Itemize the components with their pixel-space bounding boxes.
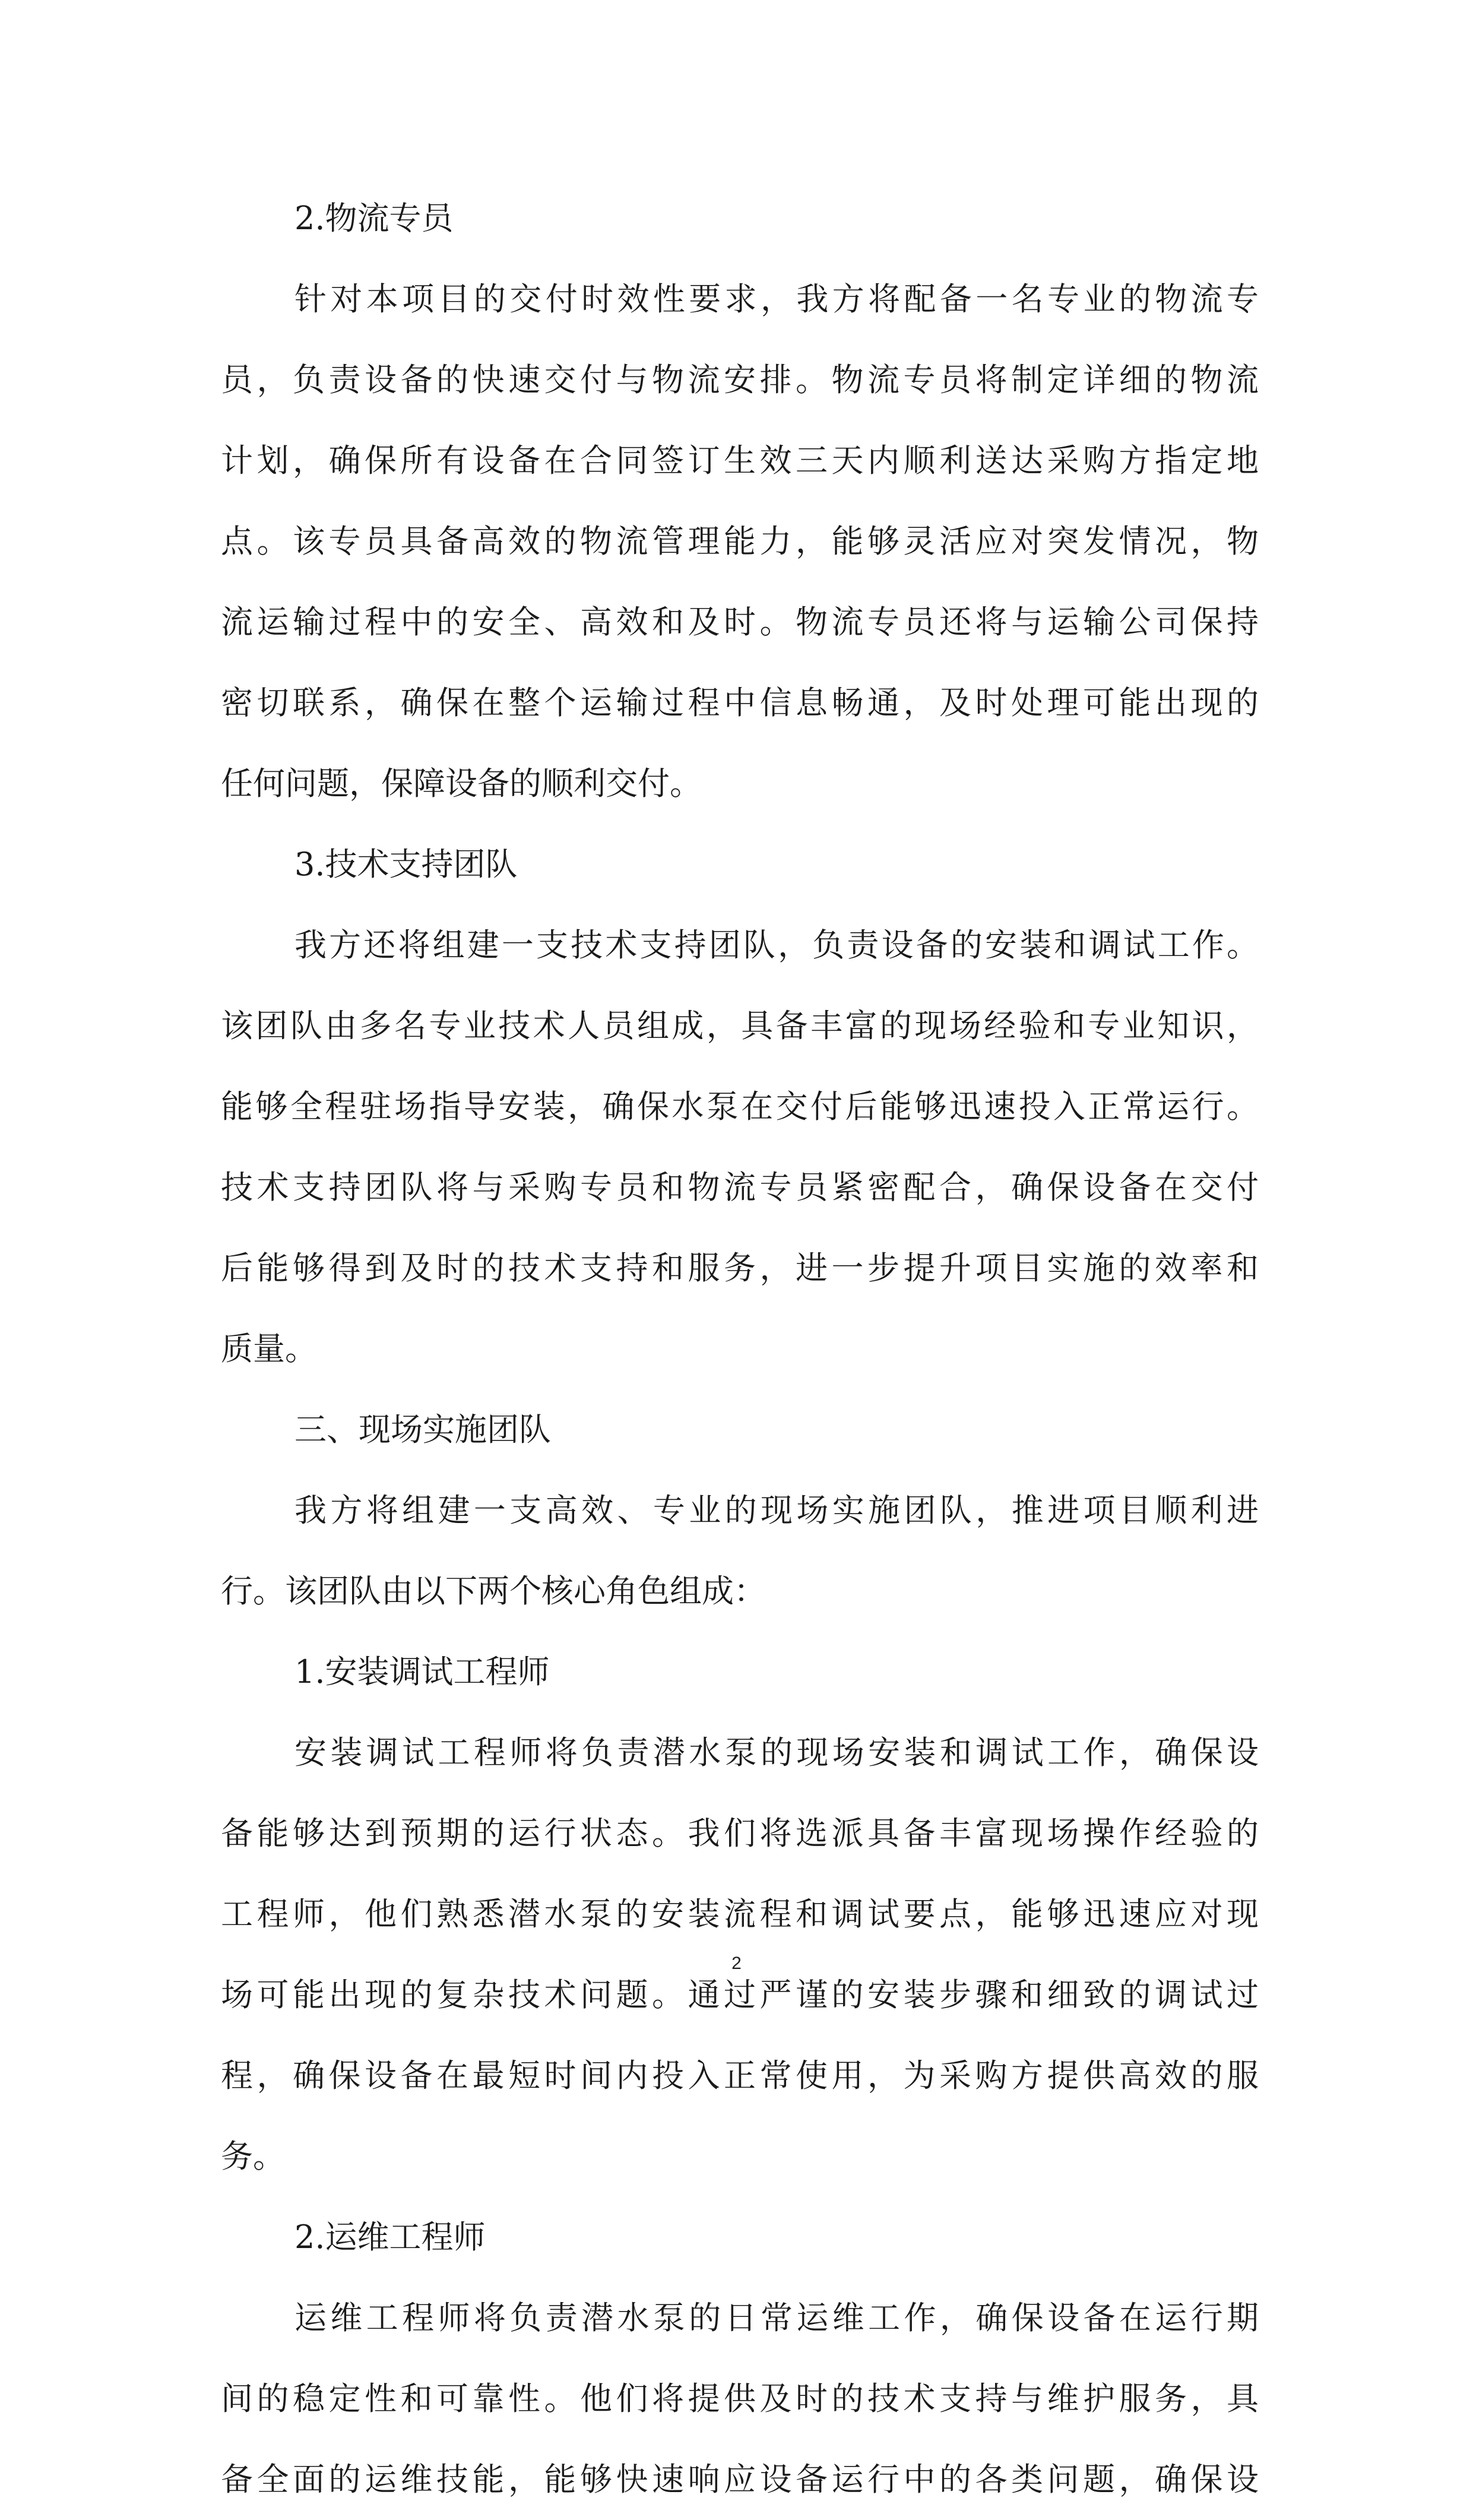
paragraph-line: 运维工程师将负责潜水泵的日常运维工作，确保设备在运行期: [294, 2299, 1259, 2337]
paragraph-line: 务。: [221, 2138, 285, 2175]
paragraph-line: 工程师，他们熟悉潜水泵的安装流程和调试要点，能够迅速应对现: [221, 1895, 1259, 1933]
paragraph-line: 备能够达到预期的运行状态。我们将选派具备丰富现场操作经验的: [221, 1815, 1259, 1852]
heading-logistics-specialist: 2.物流专员: [294, 200, 454, 237]
paragraph-line: 行。该团队由以下两个核心角色组成：: [221, 1572, 766, 1610]
paragraph-line: 该团队由多名专业技术人员组成，具备丰富的现场经验和专业知识，: [221, 1007, 1259, 1044]
paragraph-line: 安装调试工程师将负责潜水泵的现场安装和调试工作，确保设: [294, 1734, 1259, 1771]
paragraph-line: 密切联系，确保在整个运输过程中信息畅通，及时处理可能出现的: [221, 684, 1259, 721]
document-body: [221, 178, 1259, 2520]
paragraph-line: 我方还将组建一支技术支持团队，负责设备的安装和调试工作。: [294, 926, 1259, 964]
page-number: 2: [731, 1954, 742, 1973]
paragraph-line: 程，确保设备在最短时间内投入正常使用，为采购方提供高效的服: [221, 2057, 1259, 2094]
paragraph-line: 我方将组建一支高效、专业的现场实施团队，推进项目顺利进: [294, 1492, 1259, 1529]
heading-onsite-team: 三、现场实施团队: [294, 1411, 551, 1448]
paragraph-line: 备全面的运维技能，能够快速响应设备运行中的各类问题，确保设: [221, 2461, 1259, 2498]
paragraph-line: 员，负责设备的快速交付与物流安排。物流专员将制定详细的物流: [221, 361, 1259, 398]
heading-installation-engineer: 1.安装调试工程师: [294, 1653, 550, 1690]
heading-tech-support-team: 3.技术支持团队: [294, 846, 518, 883]
paragraph-line: 质量。: [221, 1330, 317, 1367]
paragraph-line: 计划，确保所有设备在合同签订生效三天内顺利送达采购方指定地: [221, 442, 1259, 479]
paragraph-line: 能够全程驻场指导安装，确保水泵在交付后能够迅速投入正常运行。: [221, 1088, 1259, 1125]
paragraph-line: 任何问题，保障设备的顺利交付。: [221, 765, 702, 802]
paragraph-line: 技术支持团队将与采购专员和物流专员紧密配合，确保设备在交付: [221, 1169, 1259, 1206]
paragraph-line: 点。该专员具备高效的物流管理能力，能够灵活应对突发情况，物: [221, 523, 1259, 560]
paragraph-line: 场可能出现的复杂技术问题。通过严谨的安装步骤和细致的调试过: [221, 1976, 1259, 2014]
heading-maintenance-engineer: 2.运维工程师: [294, 2218, 486, 2256]
paragraph-line: 流运输过程中的安全、高效和及时。物流专员还将与运输公司保持: [221, 603, 1259, 641]
paragraph-line: 间的稳定性和可靠性。他们将提供及时的技术支持与维护服务，具: [221, 2380, 1259, 2417]
paragraph-line: 针对本项目的交付时效性要求，我方将配备一名专业的物流专: [294, 280, 1259, 318]
paragraph-line: 后能够得到及时的技术支持和服务，进一步提升项目实施的效率和: [221, 1249, 1259, 1287]
